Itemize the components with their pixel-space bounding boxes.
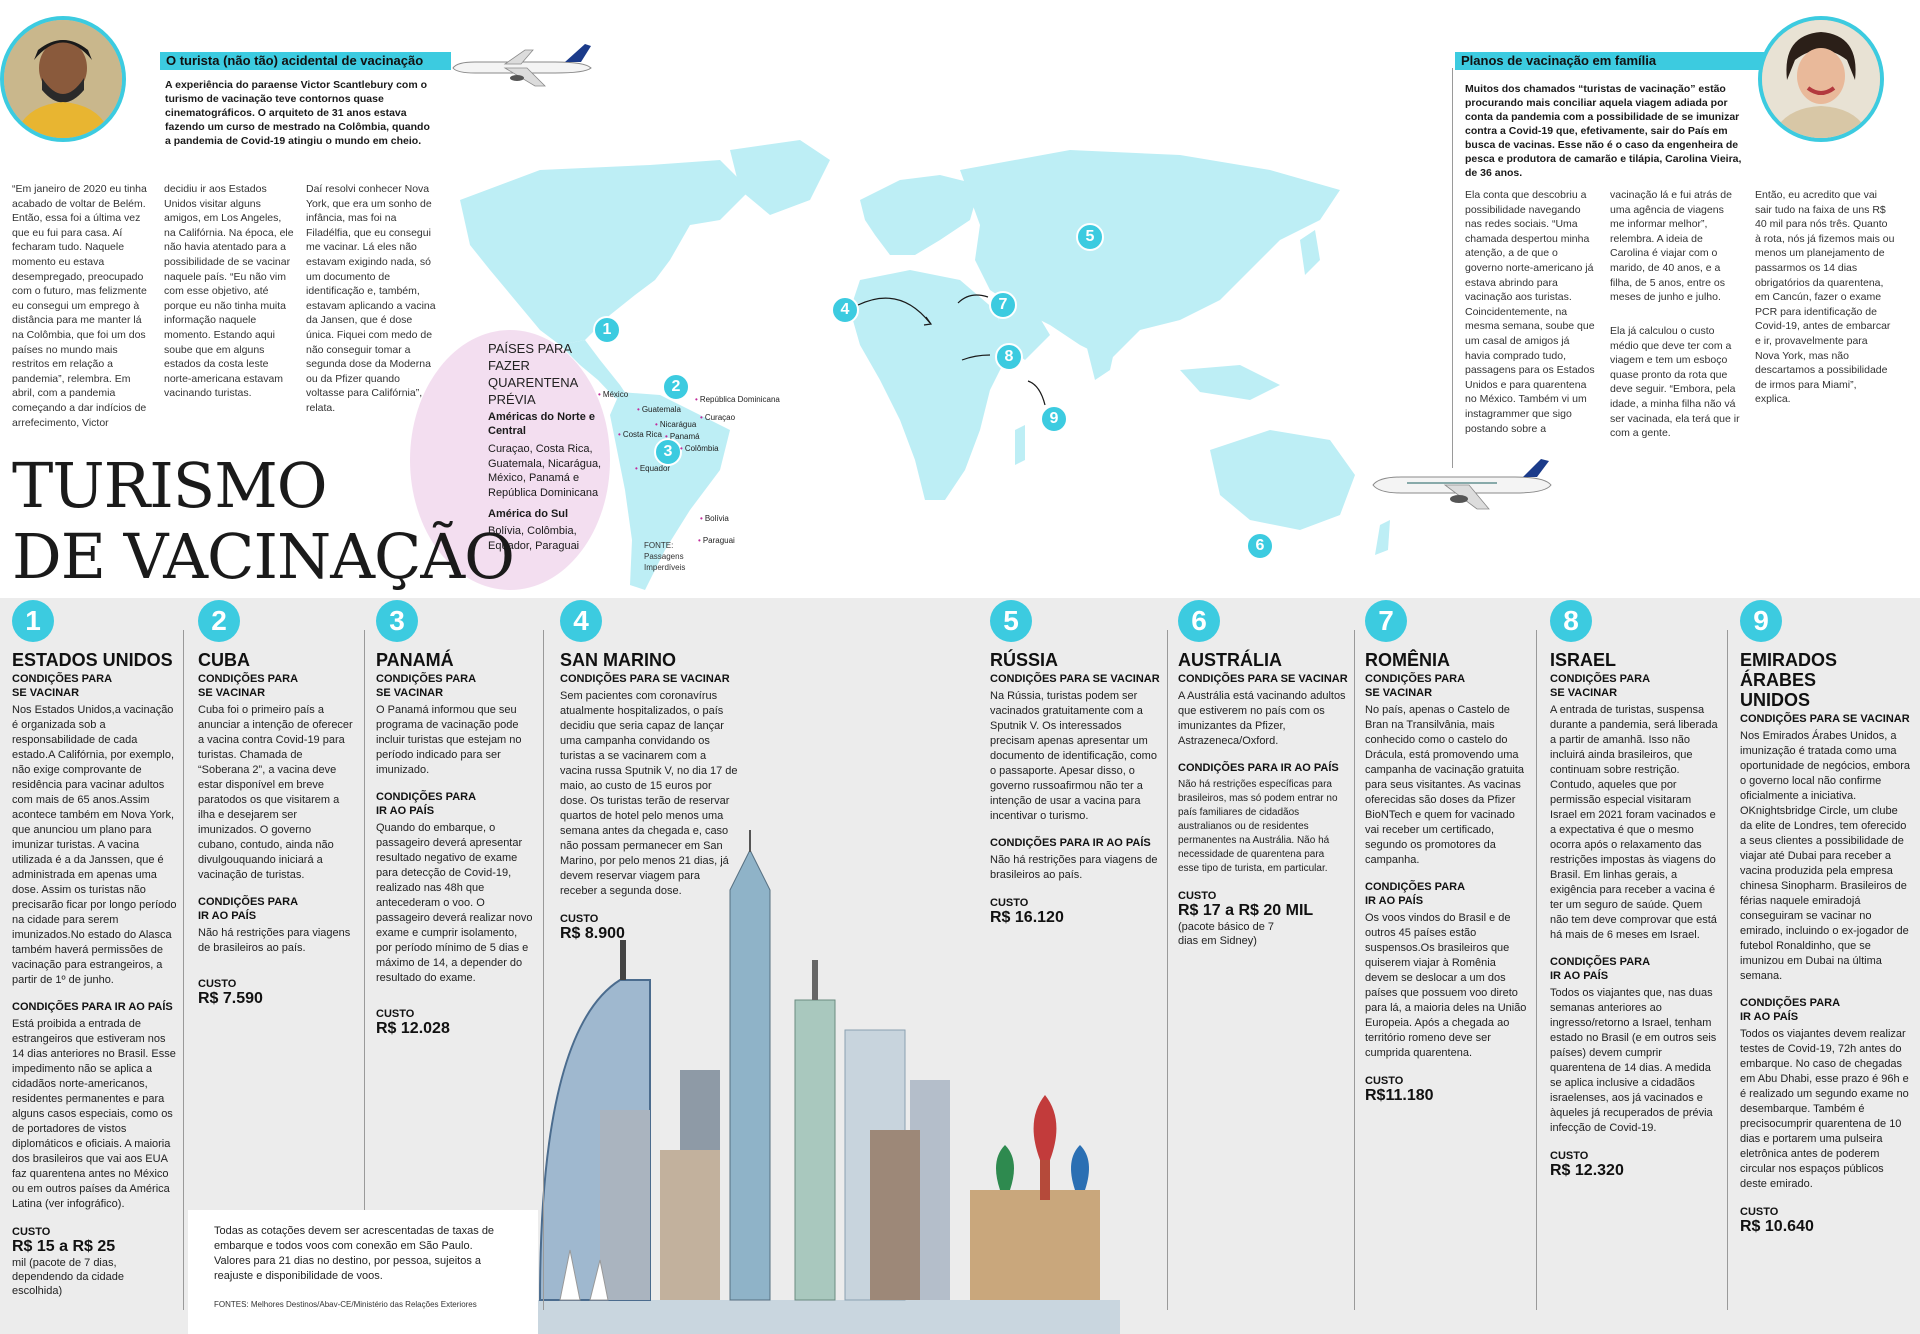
map-marker-6[interactable]: 6	[1246, 532, 1274, 560]
panel-country: SAN MARINO	[560, 650, 676, 670]
panel-text: Cuba foi o primeiro país a anunciar a intenção de oferecer a vacina contra Covid-19 para turistas. Chamada de “Soberana 2”, a vacina deve estar disponível em breve paratodos os que visitarem a ilha e desejarem ser imunizados. O governo cubano, contudo, ainda não divulgouquando iniciará a vacinação de turistas.	[198, 704, 353, 881]
panel-panama	[376, 600, 536, 1038]
right-story-col3: Então, eu acredito que vai sair tudo na faixa de uns R$ 40 mil para nós três. Quanto à rota, nós já fizemos mais ou menos um planejamento de passarmos os 14 dias obrigatórios da quarentena, em Cancún, fazer o exame PCR para identificação de Covid-19, antes de embarcar e ir, provavelmente para Nova York, mas não descartamos a possibilidade de irmos para Miami”, explica.	[1755, 189, 1895, 406]
panel-divider	[183, 630, 184, 1310]
panel-heading: CONDIÇÕES PARA IR AO PAÍS	[12, 1001, 173, 1013]
panel-cost-note: (pacote básico de 7 dias em Sidney)	[1178, 921, 1275, 947]
person-photo	[1758, 16, 1884, 142]
panel-australia	[1178, 600, 1348, 948]
map-marker-7[interactable]: 7	[989, 291, 1017, 319]
place-label: • República Dominicana	[695, 395, 780, 404]
left-story-lead: A experiência do paraense Victor Scantlebury com o turismo de vacinação teve contornos quase cinematográficos. O arquiteto de 31 anos estava fazendo um curso de mestrado na Colômbia, quando a pandemia de Covid-19 atingiu o mundo em cheio.	[165, 79, 430, 147]
panel-text: No país, apenas o Castelo de Bran na Transilvânia, mais conhecido como o castelo do Drácula, está promovendo uma campanha de vacinação gratuita para seus visitantes. As vacinas oferecidas são doses da Pfizer BioNTech e quem for vacinado vai receber um certificado, segundo os promotores da campanha.	[1365, 704, 1524, 866]
panel-heading: CONDIÇÕES PARA SE VACINAR	[1178, 673, 1348, 685]
map-marker-8[interactable]: 8	[995, 343, 1023, 371]
place-label: • Guatemala	[637, 405, 681, 414]
panel-text: A Austrália está vacinando adultos que estiverem no país com os imunizantes da Pfizer, Astrazeneca/Oxford.	[1178, 690, 1346, 747]
panel-text: A entrada de turistas, suspensa durante a pandemia, será liberada a partir de amanhã. Isso não incluirá ainda brasileiros, que continuam sobre restrição. Contudo, aqueles que por permissão especial visitaram Israel em 2021 foram vacinados e a expectativa é que o mesmo ocorra após o relaxamento das restrições impostas às viagens do Brasil. Em linhas gerais, a exigência para receber a vacina é ter um seguro de saúde. Quem não tem deve comprovar que está há mais de 6 meses em Israel.	[1550, 704, 1718, 941]
panel-cost-label: CUSTO	[198, 978, 237, 990]
left-story-col2: decidiu ir aos Estados Unidos visitar alguns amigos, em Los Angeles, na Califórnia. Na época, ele não havia atentado para a possibilidade de se vacinar naquele país. “Eu não vim com esse objetivo, até porque eu não tinha muita informação naquele momento. Estando aqui soube que em alguns estados da costa leste norte-americana estavam vacinando turistas.	[164, 183, 294, 400]
panel-country: ESTADOS UNIDOS	[12, 650, 173, 670]
panel-cost: R$ 12.028	[376, 1020, 450, 1037]
panel-cost: R$ 17 a R$ 20 MIL	[1178, 902, 1314, 919]
airplane-icon	[1365, 455, 1555, 515]
right-story-col2b: Ela já calculou o custo médio que deve ter com a viagem e tem um esboço quase pronto da rota que deve seguir. “Embora, pela idade, a minha filha não vá ser vacinada, ela terá que ir com a gente.	[1610, 325, 1740, 440]
panel-heading: CONDIÇÕES PARA IR AO PAÍS	[1365, 881, 1465, 907]
panel-country: RÚSSIA	[990, 650, 1059, 670]
left-story-col1: “Em janeiro de 2020 eu tinha acabado de voltar de Belém. Então, essa foi a última vez que eu fui para casa. Aí fecharam tudo. Naquele momento eu estava desempregado, preocupado com o futuro, mas felizmente eu consegui um emprego à distância para me manter lá na Colômbia, que foi um dos países no mundo mais restritos em relação a pandemia”, relembra. Em abril, com a pandemia começando a dar indícios de arrefecimento, Victor	[12, 183, 147, 429]
panel-emirados	[1740, 600, 1912, 1236]
quarantine-na-list: Curaçao, Costa Rica, Guatemala, Nicarágua, México, Panamá e República Dominicana	[488, 443, 602, 499]
panel-number: 5	[990, 600, 1032, 642]
panel-cost-label: CUSTO	[376, 1008, 415, 1020]
panel-cost-note: mil (pacote de 7 dias, dependendo da cidade escolhida)	[12, 1257, 124, 1297]
quarantine-title: PAÍSES PARA FAZER QUARENTENA PRÉVIA	[488, 341, 578, 407]
panel-heading: CONDIÇÕES PARA IR AO PAÍS	[1550, 956, 1650, 982]
place-label: • Panamá	[665, 432, 700, 441]
panel-number: 4	[560, 600, 602, 642]
map-marker-1[interactable]: 1	[593, 316, 621, 344]
panel-estados-unidos	[12, 600, 177, 1298]
panel-divider	[1167, 630, 1168, 1310]
panel-divider	[543, 630, 544, 1310]
place-label: • Colômbia	[680, 444, 719, 453]
map-marker-5[interactable]: 5	[1076, 223, 1104, 251]
quarantine-source: FONTE: Passagens Imperdíveis	[644, 541, 686, 572]
place-label: • Equador	[635, 464, 670, 473]
panel-heading: CONDIÇÕES PARA SE VACINAR	[1365, 673, 1465, 699]
panel-text: Os voos vindos do Brasil e de outros 45 países estão suspensos.Os brasileiros que quiserem viajar à Romênia devem se deslocar a um dos países que possuem voo direto para lá, a maioria deles na União Europeia. Após a chegada ao território romeno deve ser cumprida quarentena.	[1365, 912, 1527, 1059]
footnote-text: Todas as cotações devem ser acrescentadas de taxas de embarque e todos voos com conexão em São Paulo. Valores para 21 dias no destino, por pessoa, sujeitos a reajuste e disponibilidade de voos.	[214, 1225, 495, 1282]
panel-cost: R$ 10.640	[1740, 1218, 1814, 1235]
panel-text: Não há restrições específicas para brasileiros, mas só podem entrar no país familiares de cidadãos australianos ou de residentes permanentes na Austrália. Não há necessidade de quarentena para esse tipo de turista, em particular.	[1178, 779, 1338, 874]
panel-text: Sem pacientes com coronavírus atualmente hospitalizados, o país decidiu que seria capaz de lançar uma campanha convidando os turistas a se vacinarem com a vacina russa Sputnik V, no dia 17 de maio, ao custo de 15 euros por dose. Os turistas terão de reservar quartos de hotel pelo menos uma semana antes da chegada e, caso não possam permanecer em San Marino, por pelo menos 21 dias, já devem reservar viagem para receber a segunda dose.	[560, 690, 738, 897]
panel-number: 3	[376, 600, 418, 642]
panel-cost-label: CUSTO	[12, 1226, 51, 1238]
panel-text: Todos os viajantes devem realizar testes de Covid-19, 72h antes do embarque. No caso de chegadas em Abu Dhabi, esse prazo é 96h e é realizado um segundo exame no desembarque. Também é precisocumprir quarentena de 10 dias e portarem uma pulseira eletrônica antes de poderem circular nos espaços públicos deste emirado.	[1740, 1028, 1909, 1190]
panel-country: ISRAEL	[1550, 650, 1617, 670]
right-story-title: Planos de vacinação em família	[1455, 52, 1766, 70]
panel-text: O Panamá informou que seu programa de vacinação pode incluir turistas que estejam no período indicado para ser imunizado.	[376, 704, 522, 776]
panel-cost: R$ 16.120	[990, 909, 1064, 926]
panel-country: EMIRADOS ÁRABES UNIDOS	[1740, 650, 1838, 710]
panel-text: Nos Emirados Árabes Unidos, a imunização é tratada como uma oportunidade de negócios, embora o governo local não confirme oficialmente a iniciativa. OKnightsbridge Circle, um clube da elite de Londres, tem oferecido a seus clientes a possibilidade de viajar até Dubai para receber a vacina produzida pela empresa chinesa Sinopharm. Brasileiros de férias naquele emiradojá conseguiram se vacinar no emirado, incluindo o ex-jogador de futebol Ronaldinho, que se imunizou em Dubai na última semana.	[1740, 730, 1911, 982]
panel-heading: CONDIÇÕES PARA SE VACINAR	[990, 673, 1160, 685]
panel-cost-label: CUSTO	[990, 897, 1029, 909]
quarantine-na-label: Américas do Norte e Central	[488, 411, 595, 437]
panel-country: AUSTRÁLIA	[1178, 650, 1282, 670]
panel-cost: R$ 15 a R$ 25	[12, 1238, 116, 1255]
panel-israel	[1550, 600, 1720, 1180]
panel-cost-label: CUSTO	[1365, 1075, 1404, 1087]
page-title-line1: TURISMO	[12, 449, 327, 522]
panel-romenia	[1365, 600, 1530, 1105]
person-photo	[0, 16, 126, 142]
panel-cost-label: CUSTO	[1550, 1150, 1589, 1162]
left-story-col3: Daí resolvi conhecer Nova York, que era um sonho de infância, mas foi na Filadélfia, que eu consegui me vacinar. Lá eles não estavam exigindo nada, só um documento de identificação e, também, estavam aplicando a vacina da Jansen, que é dose única. Fiquei com medo de não conseguir tomar a segunda dose da Moderna ou da Pfizer quando voltasse para Califórnia”, relata.	[306, 183, 436, 414]
place-label: • Nicarágua	[655, 420, 696, 429]
panel-country: CUBA	[198, 650, 250, 670]
place-label: • Paraguai	[698, 536, 735, 545]
panel-cost-label: CUSTO	[1740, 1206, 1779, 1218]
left-story-title: O turista (não tão) acidental de vacinação	[160, 52, 451, 70]
right-story-col2a: vacinação lá e fui atrás de uma agência de viagens me informar melhor”, relembra. A ideia de Carolina é viajar com o marido, de 40 anos, e a filha, de 5 anos, entre os meses de junho e julho.	[1610, 189, 1732, 304]
panel-heading: CONDIÇÕES PARA SE VACINAR	[1740, 713, 1910, 725]
panel-heading: CONDIÇÕES PARA SE VACINAR	[1550, 673, 1650, 699]
panel-heading: CONDIÇÕES PARA IR AO PAÍS	[376, 791, 476, 817]
panel-russia	[990, 600, 1160, 927]
place-label: • Bolívia	[700, 514, 729, 523]
panel-cost-label: CUSTO	[1178, 890, 1217, 902]
panel-heading: CONDIÇÕES PARA SE VACINAR	[376, 673, 476, 699]
panel-number: 7	[1365, 600, 1407, 642]
panel-cost: R$ 7.590	[198, 990, 263, 1007]
panel-heading: CONDIÇÕES PARA SE VACINAR	[560, 673, 730, 685]
airplane-icon	[445, 40, 595, 90]
right-story-col1: Ela conta que descobriu a possibilidade navegando nas redes sociais. “Uma chamada despertou minha atenção, a de que o governo norte-americano já estava abrindo para vacinação aos turistas. Coincidentemente, na mesma semana, soube que um casal de amigos já havia comprado tudo, passagens para os Estados Unidos e para quarentena no México. Também vi um instagrammer que sigo postando sobre a	[1465, 189, 1595, 435]
panel-san-marino	[560, 600, 740, 943]
panel-text: Está proibida a entrada de estrangeiros que estiveram nos 14 dias anteriores no Brasil. Esse impedimento não se aplica a cidadãos norte-americanos, residentes permanentes e para alguns casos especiais, como os de portadores de vistos diplomáticos e oficiais. A maioria dos brasileiros que vai aos EUA faz quarentena antes no México ou em outros países da América Latina (ver infográfico).	[12, 1018, 176, 1210]
map-marker-4[interactable]: 4	[831, 296, 859, 324]
panel-number: 6	[1178, 600, 1220, 642]
quarantine-sa-list: Bolívia, Colômbia, Equador, Paraguai	[488, 525, 580, 552]
panel-number: 2	[198, 600, 240, 642]
panel-number: 8	[1550, 600, 1592, 642]
route-arrows	[840, 285, 1060, 425]
panel-heading: CONDIÇÕES PARA IR AO PAÍS	[198, 896, 298, 922]
page-title-line2: DE VACINAÇÃO	[12, 520, 515, 593]
right-story-border	[1452, 68, 1453, 468]
map-marker-3[interactable]: 3	[654, 438, 682, 466]
footnote-box	[188, 1210, 538, 1334]
panel-divider	[1727, 630, 1728, 1310]
panel-heading: CONDIÇÕES PARA IR AO PAÍS	[990, 837, 1151, 849]
panel-cost-label: CUSTO	[560, 913, 599, 925]
panel-text: Não há restrições para viagens de brasileiros ao país.	[990, 854, 1158, 881]
panel-divider	[1536, 630, 1537, 1310]
footnote-sources: FONTES: Melhores Destinos/Abav-CE/Ministério das Relações Exteriores	[214, 1300, 477, 1309]
panel-number: 9	[1740, 600, 1782, 642]
panel-divider	[1354, 630, 1355, 1310]
panel-cuba	[198, 600, 353, 1008]
panel-cost: R$ 8.900	[560, 925, 625, 942]
place-label: • Costa Rica	[618, 430, 662, 439]
panel-country: ROMÊNIA	[1365, 650, 1450, 670]
map-marker-9[interactable]: 9	[1040, 405, 1068, 433]
panel-heading: CONDIÇÕES PARA IR AO PAÍS	[1178, 762, 1339, 774]
panel-text: Não há restrições para viagens de brasileiros ao país.	[198, 927, 351, 954]
right-story-lead: Muitos dos chamados “turistas de vacinação” estão procurando mais conciliar aquela viagem adiada por conta da pandemia com a possibilidade de se imunizar contra a Covid-19 que, efetivamente, sair do País em busca de vacinas. Esse não é o caso da engenheira de pesca e produtora de camarão e tilápia, Carolina Vieira, de 36 anos.	[1465, 83, 1742, 179]
panel-number: 1	[12, 600, 54, 642]
map-marker-2[interactable]: 2	[662, 373, 690, 401]
panel-heading: CONDIÇÕES PARA IR AO PAÍS	[1740, 997, 1840, 1023]
panel-heading: CONDIÇÕES PARA SE VACINAR	[12, 673, 112, 699]
panel-text: Nos Estados Unidos,a vacinação é organizada sob a responsabilidade de cada estado.A Califórnia, por exemplo, não exige comprovante de residência para vacinar adultos com mais de 65 anos.Assim acontece também em Nova York, que anunciou um plano para imunizar turistas. A vacina utilizada é a da Janssen, que é administrada em apenas uma dose. Assim os turistas não precisarão ficar por longo período na cidade para serem imunizados.No estado do Alasca também haverá permissões de vacinação para estrangeiros, a partir de 1º de junho.	[12, 704, 177, 986]
panel-text: Na Rússia, turistas podem ser vacinados gratuitamente com a Sputnik V. Os interessados precisam apenas apresentar um documento de identificação, como o passaporte. Apesar disso, o governo russoafirmou não ter a intenção de usar a vacina para incentivar o turismo.	[990, 690, 1157, 822]
panel-divider	[364, 630, 365, 1310]
panel-country: PANAMÁ	[376, 650, 454, 670]
place-label: • México	[598, 390, 628, 399]
panel-text: Quando do embarque, o passageiro deverá apresentar resultado negativo de exame para detecção de Covid-19, realizado nas 48h que antecederam o voo. O passageiro deverá realizar novo exame e cumprir isolamento, por período mínimo de 5 dias e máximo de 14, a depender do resultado do exame.	[376, 822, 533, 984]
quarantine-sa-label: América do Sul	[488, 508, 569, 520]
panel-cost: R$11.180	[1365, 1087, 1434, 1104]
panel-heading: CONDIÇÕES PARA SE VACINAR	[198, 673, 298, 699]
panel-text: Todos os viajantes que, nas duas semanas anteriores ao ingresso/retorno a Israel, tenham estado no Brasil (e em outros seis países) devem cumprir quarentena de 14 dias. A medida se aplica inclusive a cidadãos israelenses, aos já vacinados e àqueles já recuperados de prévia infecção de Covid-19.	[1550, 987, 1717, 1134]
panel-cost: R$ 12.320	[1550, 1162, 1624, 1179]
place-label: • Curaçao	[700, 413, 735, 422]
